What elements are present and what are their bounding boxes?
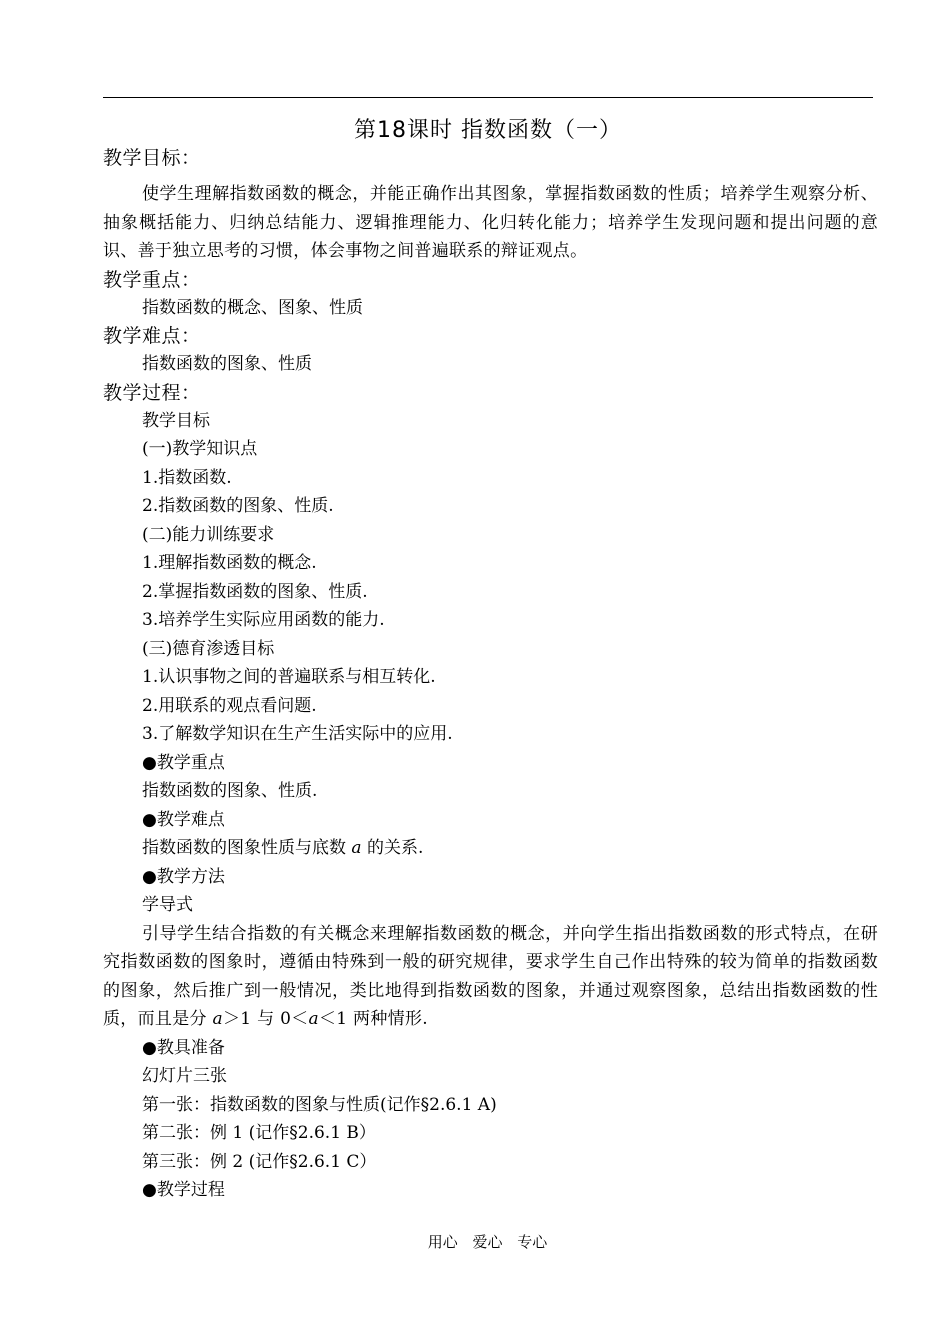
list-item: 2.用联系的观点看问题. [142,695,317,716]
list-item: ●教学过程 [142,1180,225,1200]
variable-a: a [212,1009,223,1029]
page-footer: 用心 爱心 专心 [427,1233,548,1251]
text-span: 指数函数的图象性质与底数 [142,838,352,858]
difficulty-block-text [142,834,878,863]
list-item: 1.指数函数. [142,467,232,488]
header-rule [103,97,873,98]
prep-list [103,1034,878,1205]
key-heading: 教学重点： [103,268,201,291]
difficulty-text: 指数函数的图象、性质 [142,354,312,374]
list-item: (一)教学知识点 [142,439,258,459]
method-heading: ●教学方法 [142,866,225,887]
method-name: 学导式 [142,895,193,915]
goal-heading: 教学目标： [103,147,201,169]
variable-a: a [351,838,362,858]
process-heading: 教学过程： [103,381,201,404]
method-text [103,920,878,1034]
list-item: ●教学重点 [142,752,225,773]
goal-text: 使学生理解指数函数的概念，并能正确作出其图象，掌握指数函数的性质；培养学生观察分析、抽象概括能力、归纳总结能力、逻辑推理能力、化归转化能力；培养学生发现问题和提出问题的意识、善于独立思考的习惯，体会事物之间普遍联系的辩证观点。 [103,184,878,261]
document-body [103,144,878,1205]
process-list [103,407,878,920]
list-item: 幻灯片三张 [142,1066,227,1086]
list-item: ●教具准备 [142,1037,225,1058]
list-item: 第三张：例 2 (记作§2.6.1 C） [142,1151,377,1172]
difficulty-heading: 教学难点： [103,325,201,347]
list-item: 3.培养学生实际应用函数的能力. [142,610,385,630]
text-span: ＜1 两种情形. [318,1009,428,1029]
list-item: 教学目标 [142,410,210,431]
list-item: 3.了解数学知识在生产生活实际中的应用. [142,724,453,744]
text-span: 引导学生结合指数的有关概念来理解指数函数的概念，并向学生指出指数函数的形式特点，在研究指数函数的图象时，遵循由特殊到一般的研究规律，要求学生自己作出特殊的较为简单的指数函数的图象，然后推广到一般情况，类比地得到指数函数的图象，并通过观察图象，总结出指数函数的性质，而且是分 [103,923,878,1029]
list-item: 2.指数函数的图象、性质. [142,496,334,516]
text-span: ＞1 与 0＜ [222,1009,309,1029]
key-text: 指数函数的概念、图象、性质 [142,297,363,318]
list-item: 第二张：例 1 (记作§2.6.1 B） [142,1123,376,1143]
page-title: 第18课时 指数函数（一） [354,118,622,143]
difficulty-block-heading: ●教学难点 [142,809,225,830]
list-item: 1.认识事物之间的普遍联系与相互转化. [142,667,436,687]
list-item: 第一张：指数函数的图象与性质(记作§2.6.1 A) [142,1094,497,1115]
list-item: 2.掌握指数函数的图象、性质. [142,581,368,602]
list-item: 指数函数的图象、性质. [142,781,318,801]
list-item: (三)德育渗透目标 [142,638,275,659]
text-span: 的关系. [361,838,424,858]
variable-a: a [308,1009,319,1029]
list-item: (二)能力训练要求 [142,524,275,545]
list-item: 1.理解指数函数的概念. [142,553,317,573]
